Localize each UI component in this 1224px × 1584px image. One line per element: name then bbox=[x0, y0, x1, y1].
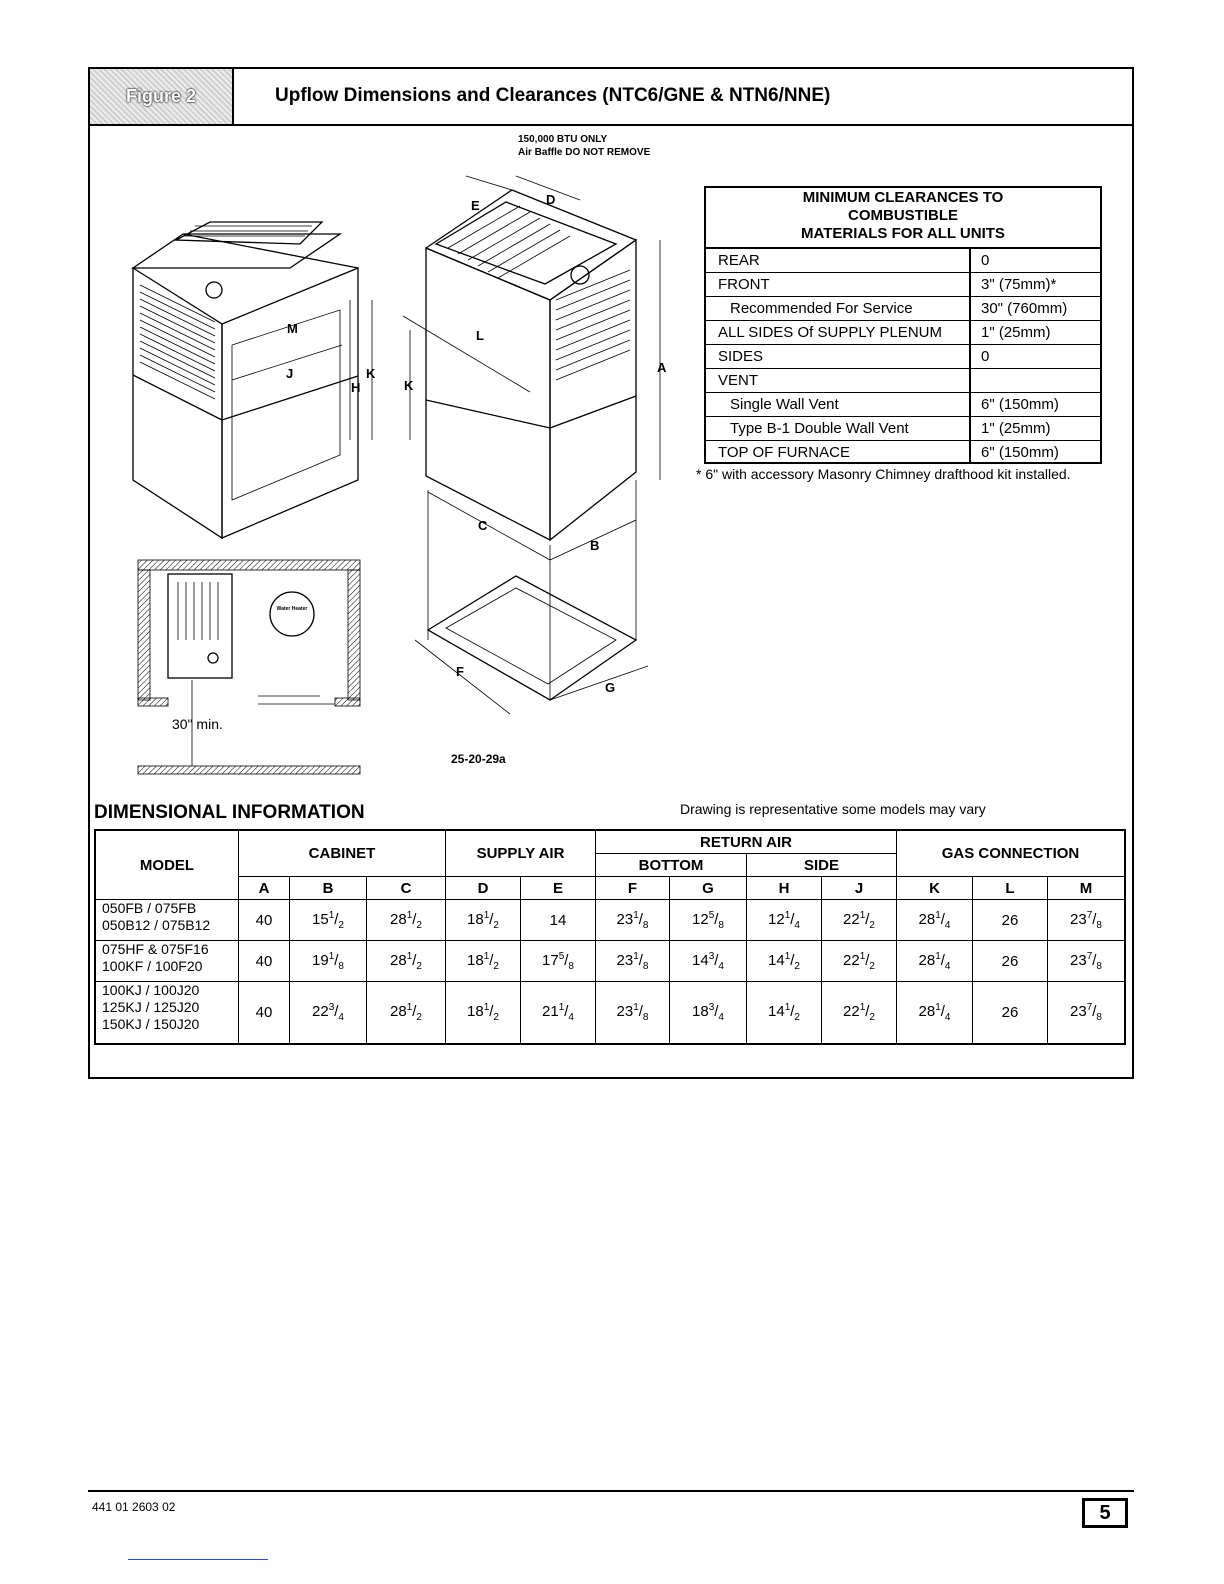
dimension-cell: $18^1/_2$ bbox=[446, 982, 521, 1043]
svg-text:G: G bbox=[605, 680, 616, 695]
svg-text:K: K bbox=[366, 366, 376, 381]
clearance-label: REAR bbox=[718, 252, 760, 269]
dimension-cell: $12^5/_8$ bbox=[670, 900, 747, 941]
dimension-cell: 14 bbox=[521, 900, 596, 941]
dimension-cell: $18^3/_4$ bbox=[670, 982, 747, 1043]
clearance-value: 0 bbox=[981, 348, 990, 365]
return-side-header: SIDE bbox=[747, 854, 897, 877]
clearance-label: SIDES bbox=[718, 348, 764, 365]
svg-text:B: B bbox=[590, 538, 600, 553]
clearance-label: VENT bbox=[718, 372, 759, 389]
dimension-cell: $19^1/_8$ bbox=[290, 941, 367, 982]
dimension-cell: $23^7/_8$ bbox=[1048, 941, 1124, 982]
clearance-row bbox=[706, 345, 1100, 369]
figure-label: Figure 2 bbox=[125, 86, 196, 106]
dimension-cell: $23^1/_8$ bbox=[596, 900, 670, 941]
clearance-value: 0 bbox=[981, 252, 990, 269]
clearance-label: Recommended For Service bbox=[730, 300, 913, 317]
supply-air-header: SUPPLY AIR bbox=[446, 831, 596, 877]
column-letter-header: G bbox=[670, 877, 747, 900]
floor-plan-drawing bbox=[138, 560, 360, 774]
clearance-row bbox=[706, 249, 1100, 273]
dimension-cell: $28^1/_4$ bbox=[897, 900, 973, 941]
dimension-cell: $28^1/_2$ bbox=[367, 982, 446, 1043]
dimension-cell: $12^1/_4$ bbox=[747, 900, 822, 941]
clearance-row bbox=[706, 297, 1100, 321]
clearance-label: FRONT bbox=[718, 276, 770, 293]
dimension-cell: 26 bbox=[973, 900, 1048, 941]
clearances-heading-line: COMBUSTIBLE bbox=[848, 207, 958, 224]
water-heater-label: Water Heater bbox=[276, 606, 308, 612]
column-letter-header: C bbox=[367, 877, 446, 900]
dimension-cell: 26 bbox=[973, 982, 1048, 1043]
dimension-cell: 40 bbox=[239, 900, 290, 941]
svg-text:H: H bbox=[351, 380, 361, 395]
dimension-cell: $17^5/_8$ bbox=[521, 941, 596, 982]
column-letter-header: J bbox=[822, 877, 897, 900]
clearance-row bbox=[706, 273, 1100, 297]
svg-text:L: L bbox=[476, 328, 484, 343]
clearance-value: 6" (150mm) bbox=[981, 444, 1059, 461]
column-letter-header: H bbox=[747, 877, 822, 900]
cabinet-header: CABINET bbox=[239, 831, 446, 877]
dimension-cell: $14^3/_4$ bbox=[670, 941, 747, 982]
model-header: MODEL bbox=[96, 831, 239, 900]
dimension-cell: $22^1/_2$ bbox=[822, 982, 897, 1043]
dimensional-table bbox=[94, 829, 1126, 1045]
dimension-cell: 40 bbox=[239, 941, 290, 982]
dimension-cell: $23^1/_8$ bbox=[596, 941, 670, 982]
dimension-cell: $28^1/_2$ bbox=[367, 941, 446, 982]
svg-text:E: E bbox=[471, 198, 480, 213]
model-cell: 050FB / 075FB 050B12 / 075B12 bbox=[96, 900, 239, 941]
column-letter-header: L bbox=[973, 877, 1048, 900]
column-letter-header: A bbox=[239, 877, 290, 900]
clearances-table bbox=[704, 186, 1102, 464]
svg-text:K: K bbox=[404, 378, 414, 393]
dimension-cell: $15^1/_2$ bbox=[290, 900, 367, 941]
clearance-value: 1" (25mm) bbox=[981, 420, 1051, 437]
dimension-cell: $18^1/_2$ bbox=[446, 900, 521, 941]
figure-title: Upflow Dimensions and Clearances (NTC6/GNE & NTN6/NNE) bbox=[275, 85, 831, 106]
clearance-value: 6" (150mm) bbox=[981, 396, 1059, 413]
dimension-cell: $28^1/_2$ bbox=[367, 900, 446, 941]
drawing-code: 25-20-29a bbox=[451, 752, 506, 766]
clearance-value: 1" (25mm) bbox=[981, 324, 1051, 341]
clearance-label: TOP OF FURNACE bbox=[718, 444, 850, 461]
column-letter-header: B bbox=[290, 877, 367, 900]
svg-text:J: J bbox=[286, 366, 294, 381]
return-bottom-header: BOTTOM bbox=[596, 854, 747, 877]
column-letter-header: M bbox=[1048, 877, 1124, 900]
clearance-row bbox=[706, 393, 1100, 417]
clearance-row bbox=[706, 417, 1100, 441]
drawing-note: Drawing is representative some models may vary bbox=[680, 801, 986, 817]
column-letter-header: F bbox=[596, 877, 670, 900]
clearances-footnote: * 6" with accessory Masonry Chimney drafthood kit installed. bbox=[696, 466, 1071, 482]
btu-note-line1: 150,000 BTU ONLY bbox=[518, 134, 608, 145]
model-cell: 075HF & 075F16 100KF / 100F20 bbox=[96, 941, 239, 982]
dimension-cell: $21^1/_4$ bbox=[521, 982, 596, 1043]
service-clearance-label: 30" min. bbox=[172, 716, 223, 732]
dimension-cell: $23^7/_8$ bbox=[1048, 900, 1124, 941]
return-air-header: RETURN AIR bbox=[596, 831, 897, 854]
page-number: 5 bbox=[1082, 1498, 1128, 1528]
link-underline bbox=[128, 1559, 268, 1560]
clearance-row bbox=[706, 441, 1100, 465]
svg-text:A: A bbox=[657, 360, 667, 375]
clearances-heading-line: MATERIALS FOR ALL UNITS bbox=[801, 225, 1005, 242]
clearance-label: ALL SIDES Of SUPPLY PLENUM bbox=[718, 324, 942, 341]
dimension-cell: $23^1/_8$ bbox=[596, 982, 670, 1043]
dimensional-title: DIMENSIONAL INFORMATION bbox=[94, 802, 365, 823]
dimension-cell: $14^1/_2$ bbox=[747, 982, 822, 1043]
column-letter-header: K bbox=[897, 877, 973, 900]
gas-connection-header: GAS CONNECTION bbox=[897, 831, 1124, 877]
clearance-value: 30" (760mm) bbox=[981, 300, 1068, 317]
model-cell: 100KJ / 100J20 125KJ / 125J20 150KJ / 150J20 bbox=[96, 982, 239, 1043]
dimension-cell: $22^3/_4$ bbox=[290, 982, 367, 1043]
svg-text:D: D bbox=[546, 192, 556, 207]
clearance-label: Type B-1 Double Wall Vent bbox=[730, 420, 909, 437]
footer-rule bbox=[88, 1490, 1134, 1492]
column-letter-header: D bbox=[446, 877, 521, 900]
dimension-cell: $28^1/_4$ bbox=[897, 941, 973, 982]
left-furnace-drawing bbox=[133, 222, 376, 538]
dimension-cell: $14^1/_2$ bbox=[747, 941, 822, 982]
dimension-cell: 40 bbox=[239, 982, 290, 1043]
btu-note-line2: Air Baffle DO NOT REMOVE bbox=[518, 147, 651, 158]
dimension-cell: $22^1/_2$ bbox=[822, 900, 897, 941]
dimension-cell: 26 bbox=[973, 941, 1048, 982]
clearance-row bbox=[706, 369, 1100, 393]
column-letter-header: E bbox=[521, 877, 596, 900]
dimension-cell: $18^1/_2$ bbox=[446, 941, 521, 982]
dimension-cell: $28^1/_4$ bbox=[897, 982, 973, 1043]
dimension-cell: $22^1/_2$ bbox=[822, 941, 897, 982]
clearances-heading bbox=[706, 188, 1100, 249]
clearance-value: 3" (75mm)* bbox=[981, 276, 1057, 293]
right-furnace-drawing bbox=[403, 176, 667, 714]
svg-text:F: F bbox=[456, 664, 464, 679]
clearance-label: Single Wall Vent bbox=[730, 396, 839, 413]
document-number: 441 01 2603 02 bbox=[92, 1500, 176, 1514]
svg-text:M: M bbox=[287, 321, 298, 336]
clearances-heading-line: MINIMUM CLEARANCES TO bbox=[802, 189, 1004, 206]
svg-text:C: C bbox=[478, 518, 488, 533]
dimension-cell: $23^7/_8$ bbox=[1070, 1002, 1102, 1023]
clearance-row bbox=[706, 321, 1100, 345]
